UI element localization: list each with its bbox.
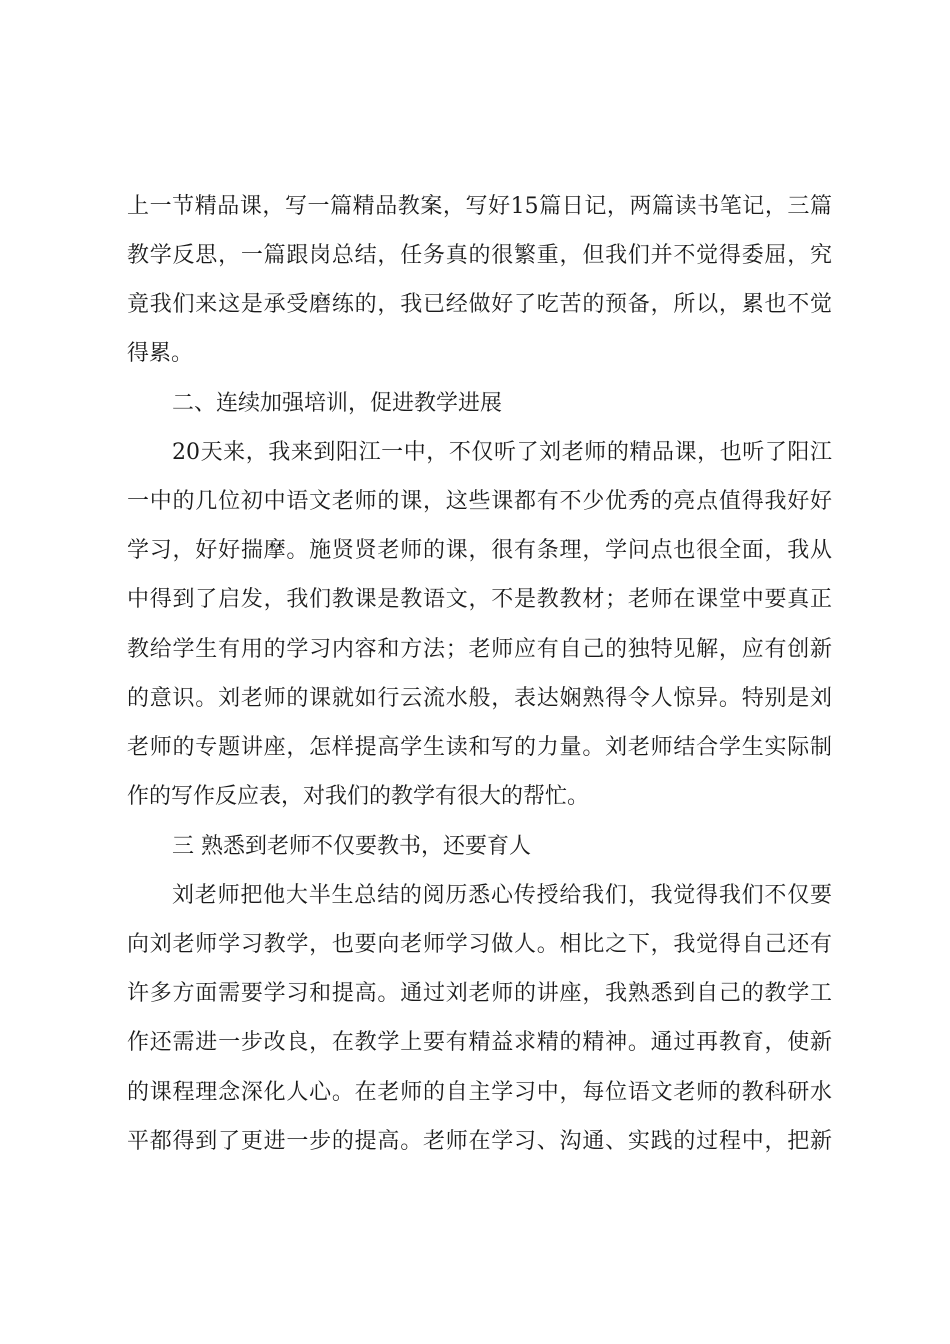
text-line: 上一节精品课，写一篇精品教案，写好15篇日记，两篇读书笔记，三篇 <box>127 194 832 219</box>
text-line: 刘老师把他大半生总结的阅历悉心传授给我们，我觉得我们不仅要 <box>172 883 832 908</box>
text-line: 中得到了启发，我们教课是教语文，不是教教材；老师在课堂中要真正 <box>127 587 832 612</box>
text-line: 得累。 <box>127 341 194 366</box>
text-line: 教给学生有用的学习内容和方法；老师应有自己的独特见解，应有创新 <box>127 637 832 662</box>
section-heading: 二、连续加强培训，促进教学进展 <box>172 391 503 416</box>
text-line: 平都得到了更进一步的提高。老师在学习、沟通、实践的过程中，把新 <box>127 1129 832 1154</box>
text-line: 老师的专题讲座，怎样提高学生读和写的力量。刘老师结合学生实际制 <box>127 735 832 760</box>
text-line: 20天来，我来到阳江一中，不仅听了刘老师的精品课，也听了阳江 <box>172 440 832 465</box>
text-line: 的课程理念深化人心。在老师的自主学习中，每位语文老师的教科研水 <box>127 1080 832 1105</box>
text-line: 向刘老师学习教学，也要向老师学习做人。相比之下，我觉得自己还有 <box>127 932 832 957</box>
text-line: 学习，好好揣摩。施贤贤老师的课，很有条理，学问点也很全面，我从 <box>127 538 832 563</box>
text-line: 竟我们来这是承受磨练的，我已经做好了吃苦的预备，所以，累也不觉 <box>127 292 832 317</box>
text-line: 作的写作反应表，对我们的教学有很大的帮忙。 <box>127 784 590 809</box>
text-line: 作还需进一步改良，在教学上要有精益求精的精神。通过再教育，使新 <box>127 1030 832 1055</box>
text-line: 教学反思，一篇跟岗总结，任务真的很繁重，但我们并不觉得委屈，究 <box>127 243 832 268</box>
text-line: 一中的几位初中语文老师的课，这些课都有不少优秀的亮点值得我好好 <box>127 489 832 514</box>
text-line: 的意识。刘老师的课就如行云流水般，表达娴熟得令人惊异。特别是刘 <box>127 686 832 711</box>
section-heading: 三 熟悉到老师不仅要教书，还要育人 <box>172 834 531 859</box>
text-line: 许多方面需要学习和提高。通过刘老师的讲座，我熟悉到自己的教学工 <box>127 981 832 1006</box>
